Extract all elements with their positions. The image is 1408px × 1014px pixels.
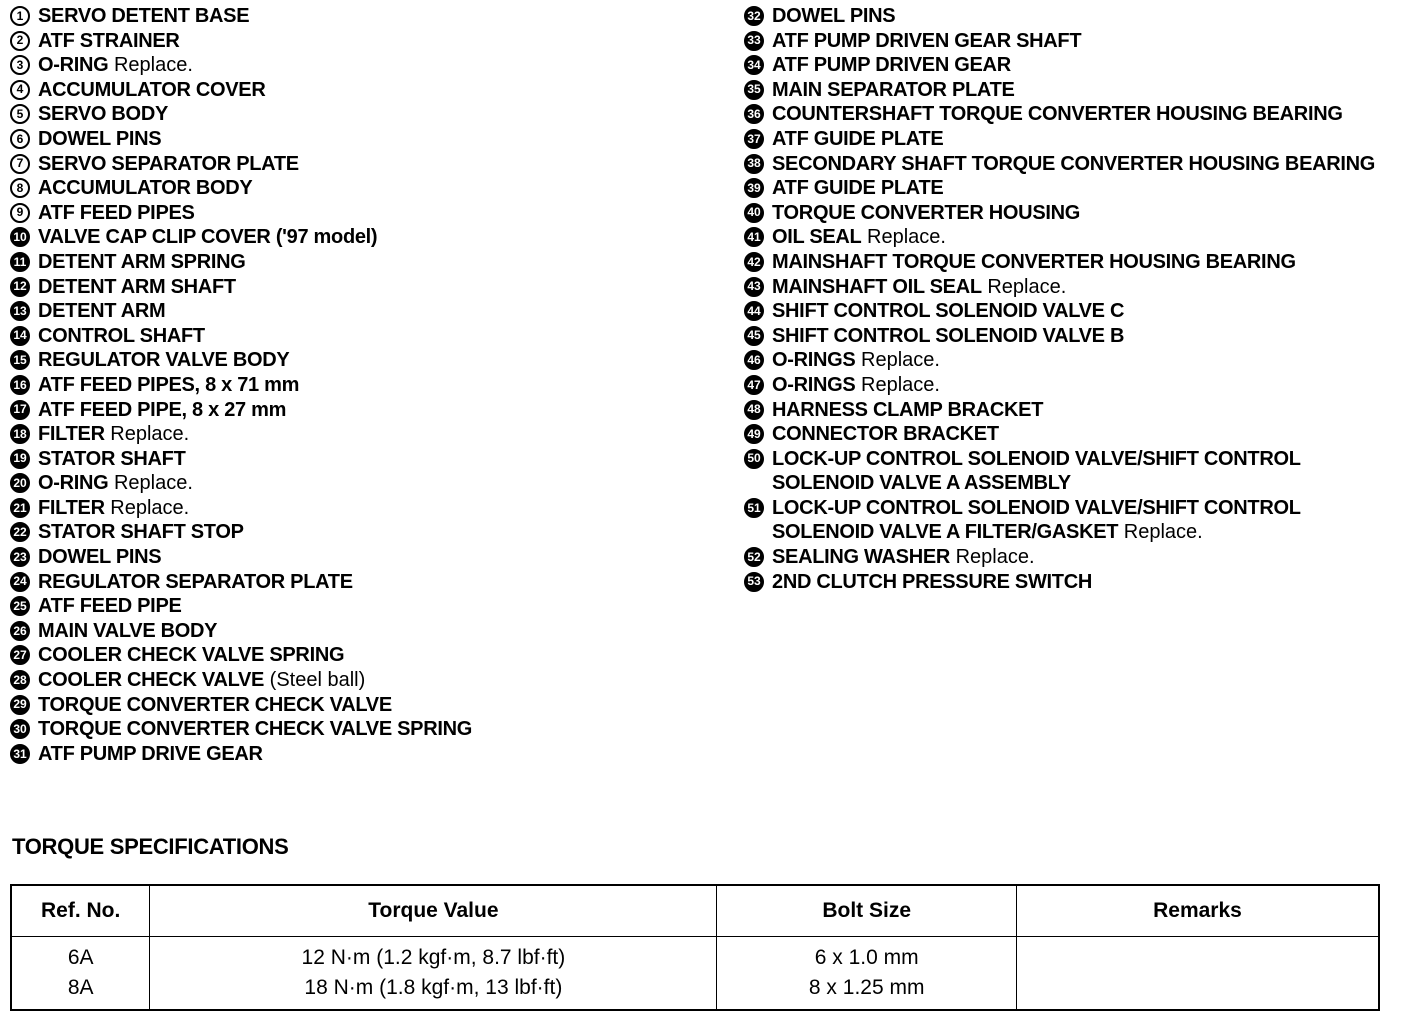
ref-number-badge: 50: [744, 449, 764, 469]
part-name: O-RINGS: [772, 373, 856, 396]
ref-number-badge: 40: [744, 203, 764, 223]
part-text: [772, 447, 1404, 496]
header-ref-no: Ref. No.: [11, 885, 150, 937]
part-item: [10, 53, 730, 78]
part-item: [744, 422, 1404, 447]
ref-number-badge: 37: [744, 129, 764, 149]
ref-number-badge: 29: [10, 695, 30, 715]
part-item: [10, 201, 730, 226]
part-item: [744, 176, 1404, 201]
part-item: [744, 570, 1404, 595]
part-text: [772, 127, 1404, 152]
ref-number-badge: 13: [10, 301, 30, 321]
part-text: [38, 447, 730, 472]
table-row: [11, 937, 1379, 974]
part-text: [772, 299, 1404, 324]
part-item: [10, 496, 730, 521]
part-item: [744, 78, 1404, 103]
torque-specifications-title: TORQUE SPECIFICATIONS: [12, 834, 289, 859]
part-text: [38, 102, 730, 127]
part-note: Replace.: [108, 472, 193, 495]
ref-number-badge: 32: [744, 6, 764, 26]
ref-number-badge: 31: [10, 744, 30, 764]
ref-number-badge: 35: [744, 80, 764, 100]
part-item: [10, 152, 730, 177]
part-name: MAIN SEPARATOR PLATE: [772, 78, 1015, 101]
cell-ref-no: 8A: [11, 973, 150, 1010]
part-name: REGULATOR SEPARATOR PLATE: [38, 570, 353, 593]
part-name: DETENT ARM SHAFT: [38, 275, 236, 298]
part-name: OIL SEAL: [772, 226, 862, 249]
part-item: [744, 299, 1404, 324]
part-item: [744, 373, 1404, 398]
part-item: [744, 275, 1404, 300]
ref-number-badge: 5: [10, 104, 30, 124]
header-bolt-size: Bolt Size: [717, 885, 1017, 937]
part-text: [38, 127, 730, 152]
part-item: [10, 373, 730, 398]
torque-table: [10, 884, 1380, 1011]
part-text: [772, 348, 1404, 373]
part-text: [38, 643, 730, 668]
part-item: [744, 127, 1404, 152]
part-name: SERVO BODY: [38, 103, 168, 126]
part-text: [38, 201, 730, 226]
part-text: [38, 471, 730, 496]
part-item: [10, 570, 730, 595]
table-header-row: [11, 885, 1379, 937]
part-text: [38, 4, 730, 29]
part-note: Replace.: [981, 275, 1067, 298]
cell-bolt-size: 6 x 1.0 mm: [717, 937, 1017, 974]
part-item: [744, 102, 1404, 127]
part-name: FILTER: [38, 423, 105, 446]
ref-number-badge: 4: [10, 80, 30, 100]
part-name: ATF FEED PIPES: [38, 201, 195, 224]
part-item: [10, 520, 730, 545]
part-name: CONTROL SHAFT: [38, 324, 205, 347]
part-text: [772, 201, 1404, 226]
part-item: [10, 250, 730, 275]
part-name: 2ND CLUTCH PRESSURE SWITCH: [772, 570, 1092, 593]
ref-number-badge: 11: [10, 252, 30, 272]
part-note: Replace.: [1118, 521, 1203, 544]
part-item: [10, 324, 730, 349]
part-name: ACCUMULATOR BODY: [38, 177, 253, 200]
part-name: TORQUE CONVERTER CHECK VALVE: [38, 693, 392, 716]
part-name: SHIFT CONTROL SOLENOID VALVE B: [772, 324, 1125, 347]
parts-list-left: [10, 4, 730, 766]
ref-number-badge: 28: [10, 670, 30, 690]
part-text: [38, 176, 730, 201]
part-text: [38, 570, 730, 595]
ref-number-badge: 27: [10, 645, 30, 665]
part-item: [10, 398, 730, 423]
ref-number-badge: 17: [10, 400, 30, 420]
part-text: [772, 570, 1404, 595]
ref-number-badge: 15: [10, 350, 30, 370]
part-item: [10, 225, 730, 250]
part-note: Replace.: [108, 54, 193, 77]
part-item: [744, 496, 1404, 545]
part-text: [772, 78, 1404, 103]
part-item: [744, 225, 1404, 250]
part-text: [38, 619, 730, 644]
part-text: [38, 53, 730, 78]
part-text: [38, 225, 730, 250]
part-item: [10, 594, 730, 619]
part-text: [38, 348, 730, 373]
part-name: SHIFT CONTROL SOLENOID VALVE C: [772, 300, 1125, 323]
part-text: [38, 496, 730, 521]
ref-number-badge: 43: [744, 277, 764, 297]
part-note: (Steel ball): [264, 669, 366, 692]
part-item: [10, 422, 730, 447]
part-text: [772, 102, 1404, 127]
part-item: [10, 447, 730, 472]
part-item: [744, 53, 1404, 78]
part-name: ACCUMULATOR COVER: [38, 78, 266, 101]
part-text: [38, 693, 730, 718]
part-text: [38, 275, 730, 300]
part-name: SERVO DETENT BASE: [38, 5, 250, 27]
part-text: [772, 324, 1404, 349]
part-item: [744, 324, 1404, 349]
part-name: DETENT ARM: [38, 300, 166, 323]
part-name: VALVE CAP CLIP COVER ('97 model): [38, 226, 378, 249]
part-item: [10, 78, 730, 103]
part-name: MAIN VALVE BODY: [38, 619, 218, 642]
part-item: [10, 643, 730, 668]
ref-number-badge: 1: [10, 6, 30, 26]
part-text: [772, 422, 1404, 447]
part-name: HARNESS CLAMP BRACKET: [772, 398, 1044, 421]
part-item: [744, 29, 1404, 54]
cell-remarks: [1016, 973, 1379, 1010]
part-name: SEALING WASHER: [772, 546, 951, 569]
part-name: DOWEL PINS: [38, 546, 162, 569]
part-text: [38, 152, 730, 177]
part-text: [38, 742, 730, 767]
part-item: [10, 176, 730, 201]
part-text: [38, 29, 730, 54]
ref-number-badge: 21: [10, 498, 30, 518]
ref-number-badge: 14: [10, 326, 30, 346]
part-name: ATF GUIDE PLATE: [772, 127, 944, 150]
part-item: [10, 717, 730, 742]
part-name: LOCK-UP CONTROL SOLENOID VALVE/SHIFT CONTROL SOLENOID VALVE A FILTER/GASKET: [772, 496, 1301, 544]
part-name: TORQUE CONVERTER CHECK VALVE SPRING: [38, 718, 472, 741]
part-item: [744, 152, 1404, 177]
part-text: [772, 275, 1404, 300]
ref-number-badge: 18: [10, 424, 30, 444]
part-item: [744, 447, 1404, 496]
part-item: [744, 348, 1404, 373]
part-name: DOWEL PINS: [38, 127, 162, 150]
ref-number-badge: 9: [10, 203, 30, 223]
part-name: O-RING: [38, 54, 109, 77]
part-item: [744, 398, 1404, 423]
part-item: [10, 4, 730, 29]
part-text: [772, 225, 1404, 250]
part-name: REGULATOR VALVE BODY: [38, 349, 290, 372]
header-remarks: Remarks: [1016, 885, 1379, 937]
ref-number-badge: 34: [744, 55, 764, 75]
part-name: DETENT ARM SPRING: [38, 250, 246, 273]
ref-number-badge: 45: [744, 326, 764, 346]
header-torque-value: Torque Value: [150, 885, 717, 937]
part-note: Replace.: [104, 496, 190, 519]
parts-list-right: [744, 4, 1404, 594]
part-name: ATF PUMP DRIVEN GEAR: [772, 54, 1011, 77]
ref-number-badge: 52: [744, 547, 764, 567]
ref-number-badge: 49: [744, 424, 764, 444]
ref-number-badge: 25: [10, 596, 30, 616]
ref-number-badge: 24: [10, 572, 30, 592]
part-note: Replace.: [861, 226, 946, 249]
part-name: ATF PUMP DRIVE GEAR: [38, 742, 263, 765]
cell-remarks: [1016, 937, 1379, 974]
part-name: STATOR SHAFT STOP: [38, 521, 244, 544]
ref-number-badge: 44: [744, 301, 764, 321]
part-item: [10, 275, 730, 300]
ref-number-badge: 12: [10, 277, 30, 297]
part-text: [772, 398, 1404, 423]
part-item: [744, 250, 1404, 275]
part-item: [10, 619, 730, 644]
cell-torque-value: 12 N·m (1.2 kgf·m, 8.7 lbf·ft): [150, 937, 717, 974]
ref-number-badge: 48: [744, 400, 764, 420]
part-text: [772, 545, 1404, 570]
ref-number-badge: 30: [10, 719, 30, 739]
part-item: [10, 668, 730, 693]
part-name: TORQUE CONVERTER HOUSING: [772, 201, 1081, 224]
ref-number-badge: 6: [10, 129, 30, 149]
ref-number-badge: 51: [744, 498, 764, 518]
part-name: O-RING: [38, 472, 109, 495]
part-name: MAINSHAFT TORQUE CONVERTER HOUSING BEARING: [772, 250, 1296, 273]
ref-number-badge: 3: [10, 55, 30, 75]
cell-torque-value: 18 N·m (1.8 kgf·m, 13 lbf·ft): [150, 973, 717, 1010]
part-name: CONNECTOR BRACKET: [772, 423, 999, 446]
part-item: [10, 299, 730, 324]
part-text: [772, 496, 1404, 545]
part-text: [38, 520, 730, 545]
ref-number-badge: 16: [10, 375, 30, 395]
part-name: COOLER CHECK VALVE: [38, 669, 265, 692]
ref-number-badge: 20: [10, 473, 30, 493]
part-text: [38, 250, 730, 275]
part-name: DOWEL PINS: [772, 5, 896, 27]
part-name: ATF FEED PIPE: [38, 595, 182, 618]
part-text: [38, 717, 730, 742]
part-note: Replace.: [855, 373, 940, 396]
cell-ref-no: 6A: [11, 937, 150, 974]
part-name: SERVO SEPARATOR PLATE: [38, 152, 299, 175]
part-name: LOCK-UP CONTROL SOLENOID VALVE/SHIFT CONTROL SOLENOID VALVE A ASSEMBLY: [772, 447, 1301, 495]
ref-number-badge: 19: [10, 449, 30, 469]
ref-number-badge: 22: [10, 522, 30, 542]
part-name: SECONDARY SHAFT TORQUE CONVERTER HOUSING BEARING: [772, 152, 1376, 175]
part-text: [772, 53, 1404, 78]
part-item: [10, 545, 730, 570]
part-text: [38, 545, 730, 570]
part-item: [10, 348, 730, 373]
ref-number-badge: 26: [10, 621, 30, 641]
part-text: [38, 594, 730, 619]
part-text: [772, 4, 1404, 29]
table-row: [11, 973, 1379, 1010]
part-name: ATF GUIDE PLATE: [772, 177, 944, 200]
part-name: FILTER: [38, 496, 105, 519]
part-item: [10, 127, 730, 152]
part-name: COUNTERSHAFT TORQUE CONVERTER HOUSING BEARING: [772, 103, 1343, 126]
part-note: Replace.: [950, 546, 1035, 569]
part-text: [38, 373, 730, 398]
part-text: [38, 299, 730, 324]
part-text: [38, 78, 730, 103]
part-name: STATOR SHAFT: [38, 447, 186, 470]
part-name: ATF PUMP DRIVEN GEAR SHAFT: [772, 29, 1082, 52]
part-text: [38, 324, 730, 349]
part-name: ATF FEED PIPES, 8 x 71 mm: [38, 373, 300, 396]
part-text: [772, 250, 1404, 275]
part-note: Replace.: [104, 423, 190, 446]
ref-number-badge: 46: [744, 350, 764, 370]
ref-number-badge: 7: [10, 154, 30, 174]
part-text: [772, 29, 1404, 54]
part-text: [772, 176, 1404, 201]
ref-number-badge: 36: [744, 104, 764, 124]
part-name: ATF FEED PIPE, 8 x 27 mm: [38, 398, 287, 421]
ref-number-badge: 42: [744, 252, 764, 272]
part-item: [10, 693, 730, 718]
ref-number-badge: 23: [10, 547, 30, 567]
ref-number-badge: 38: [744, 154, 764, 174]
part-item: [10, 742, 730, 767]
part-text: [772, 373, 1404, 398]
part-text: [38, 422, 730, 447]
part-name: COOLER CHECK VALVE SPRING: [38, 644, 345, 667]
part-name: O-RINGS: [772, 349, 856, 372]
part-item: [10, 471, 730, 496]
ref-number-badge: 10: [10, 227, 30, 247]
part-item: [744, 545, 1404, 570]
part-text: [38, 668, 730, 693]
part-name: MAINSHAFT OIL SEAL: [772, 275, 982, 298]
ref-number-badge: 39: [744, 178, 764, 198]
cell-bolt-size: 8 x 1.25 mm: [717, 973, 1017, 1010]
ref-number-badge: 8: [10, 178, 30, 198]
part-item: [10, 29, 730, 54]
ref-number-badge: 2: [10, 31, 30, 51]
part-text: [38, 398, 730, 423]
part-item: [744, 4, 1404, 29]
ref-number-badge: 33: [744, 31, 764, 51]
part-item: [744, 201, 1404, 226]
ref-number-badge: 41: [744, 227, 764, 247]
part-note: Replace.: [855, 349, 940, 372]
ref-number-badge: 53: [744, 572, 764, 592]
part-text: [772, 152, 1404, 177]
ref-number-badge: 47: [744, 375, 764, 395]
part-item: [10, 102, 730, 127]
part-name: ATF STRAINER: [38, 29, 180, 52]
